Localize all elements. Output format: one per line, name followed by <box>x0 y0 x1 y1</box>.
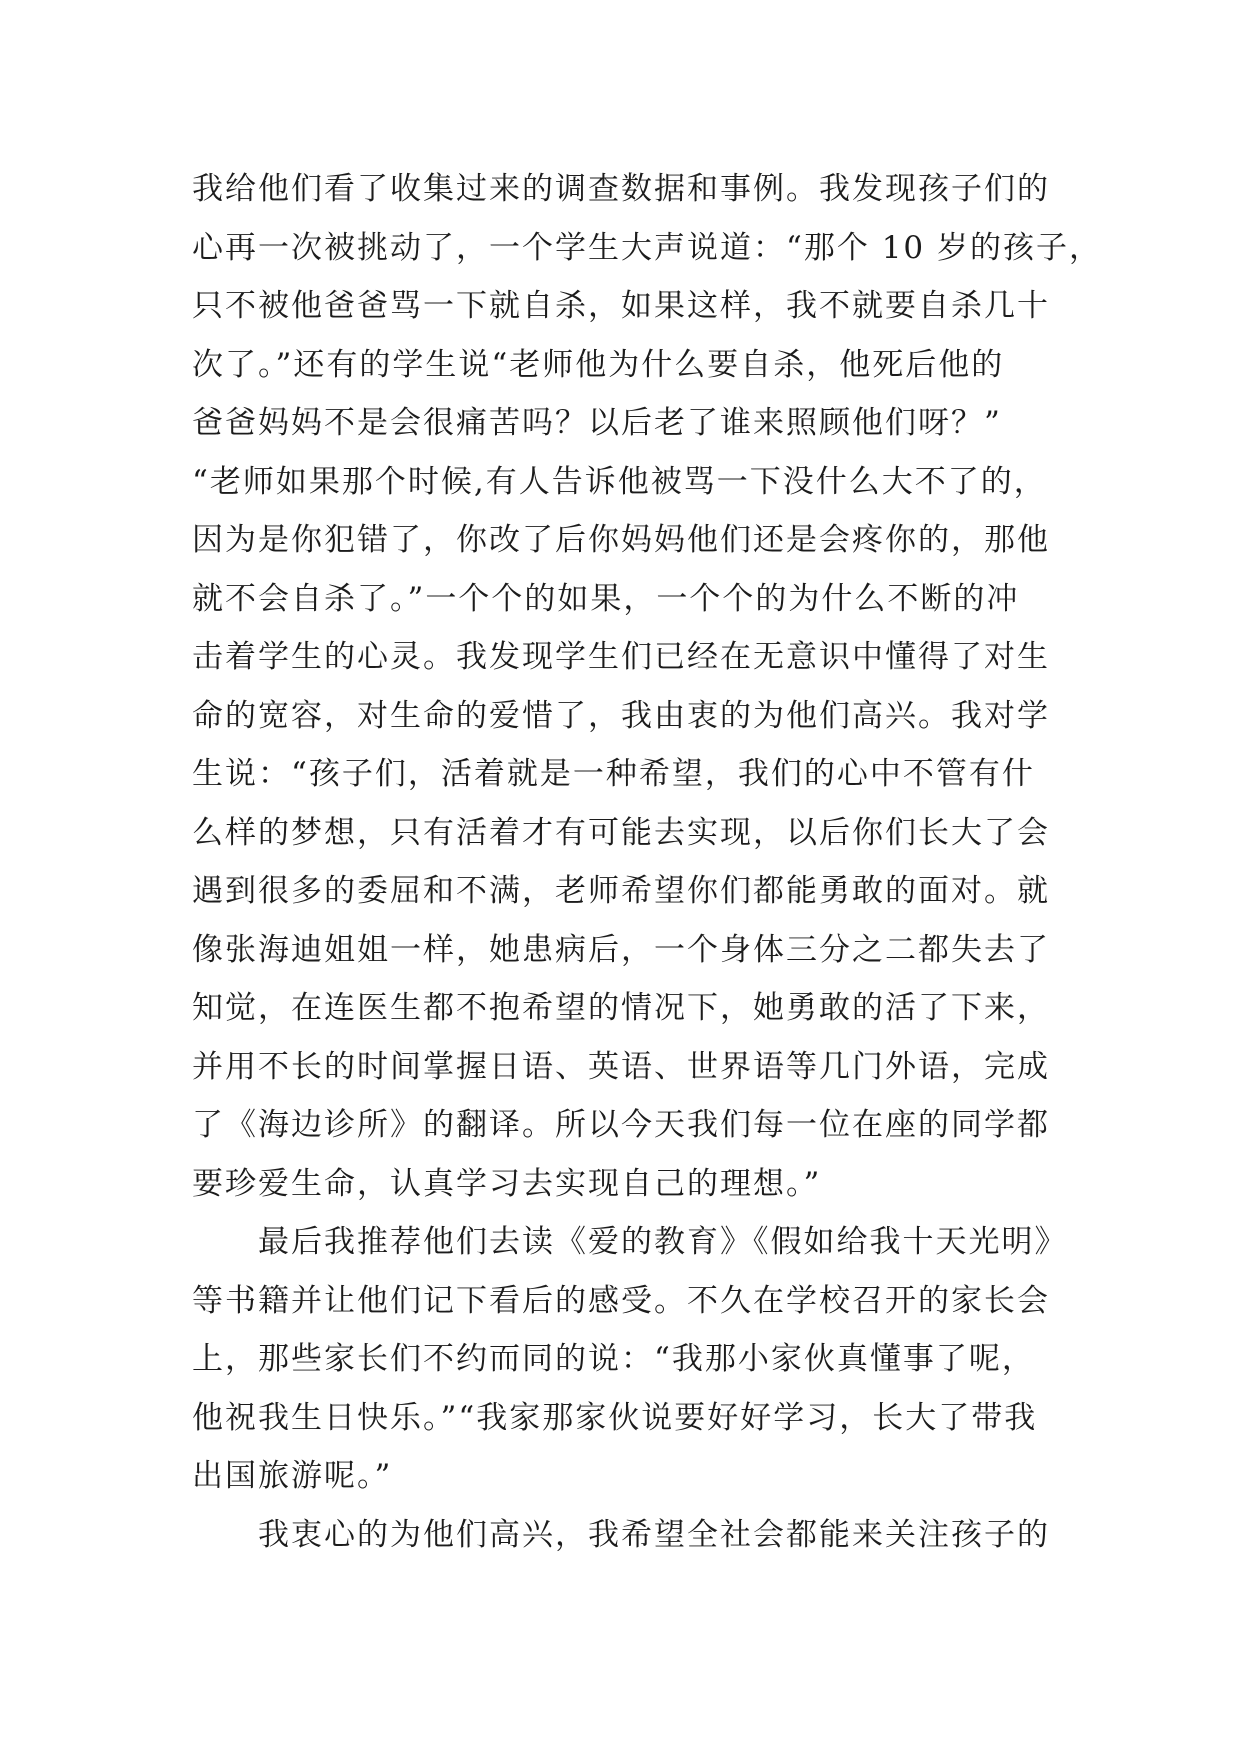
paragraph-2-line-5: 出国旅游呢。” <box>192 1458 393 1494</box>
paragraph-2-line-2: 等书籍并让他们记下看后的感受。不久在学校召开的家长会 <box>192 1282 1050 1319</box>
paragraph-1-line-13: 遇到很多的委屈和不满，老师希望你们都能勇敢的面对。就 <box>192 873 1050 909</box>
paragraph-1-line-8: 就不会自杀了。”一个个的如果，一个个的为什么不断的冲 <box>192 580 1020 617</box>
paragraph-2-line-4: 他祝我生日快乐。”“我家那家伙说要好好学习，长大了带我 <box>192 1399 1038 1436</box>
paragraph-1-line-2: 心再一次被挑动了，一个学生大声说道：“那个 10 岁的孩子， <box>192 229 1102 266</box>
paragraph-1-line-11: 生说：“孩子们，活着就是一种希望，我们的心中不管有什 <box>192 756 1035 792</box>
paragraph-3-line-1: 我衷心的为他们高兴，我希望全社会都能来关注孩子的 <box>258 1516 1050 1553</box>
paragraph-1-line-16: 并用不长的时间掌握日语、英语、世界语等几门外语，完成 <box>192 1048 1050 1085</box>
paragraph-1-line-7: 因为是你犯错了，你改了后你妈妈他们还是会疼你的，那他 <box>192 522 1050 558</box>
paragraph-1-line-3: 只不被他爸爸骂一下就自杀，如果这样，我不就要自杀几十 <box>192 288 1050 324</box>
paragraph-1-line-10: 命的宽容，对生命的爱惜了，我由衷的为他们高兴。我对学 <box>192 697 1050 734</box>
paragraph-1-line-1: 我给他们看了收集过来的调查数据和事例。我发现孩子们的 <box>192 171 1050 207</box>
paragraph-2-line-1: 最后我推荐他们去读《爱的教育》《假如给我十天光明》 <box>258 1224 1068 1260</box>
paragraph-1-line-15: 知觉，在连医生都不抱希望的情况下，她勇敢的活了下来， <box>192 990 1050 1026</box>
paragraph-2-line-3: 上，那些家长们不约而同的说：“我那小家伙真懂事了呢， <box>192 1341 1035 1377</box>
paragraph-1-line-18: 要珍爱生命，认真学习去实现自己的理想。” <box>192 1165 822 1202</box>
paragraph-1-line-4: 次了。”还有的学生说“老师他为什么要自杀，他死后他的 <box>192 346 1005 383</box>
paragraph-1-line-12: 么样的梦想，只有活着才有可能去实现，以后你们长大了会 <box>192 814 1050 851</box>
paragraph-1-line-9: 击着学生的心灵。我发现学生们已经在无意识中懂得了对生 <box>192 639 1050 675</box>
document-body <box>192 160 1102 1564</box>
paragraph-1-line-5: 爸爸妈妈不是会很痛苦吗？以后老了谁来照顾他们呀？” <box>192 405 1002 441</box>
paragraph-1-line-17: 了《海边诊所》的翻译。所以今天我们每一位在座的同学都 <box>192 1107 1050 1143</box>
paragraph-1-line-14: 像张海迪姐姐一样，她患病后，一个身体三分之二都失去了 <box>192 931 1050 968</box>
paragraph-1-line-6: “老师如果那个时候,有人告诉他被骂一下没什么大不了的， <box>192 463 1047 500</box>
